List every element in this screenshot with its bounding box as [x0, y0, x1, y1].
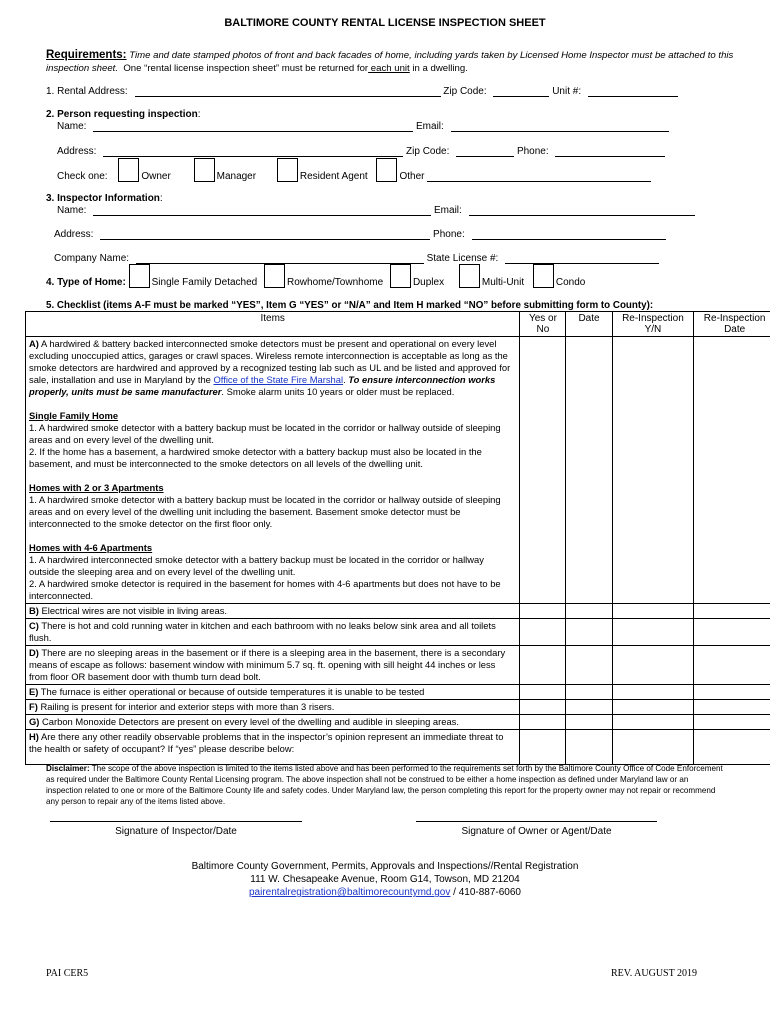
footer-email-link[interactable]: pairentalregistration@baltimorecountymd.gov — [249, 887, 451, 898]
apt46-1: 1. A hardwired interconnected smoke detector with a battery backup must be located in the corridor or hallway outside the sleeping area and on every level of the dwelling unit. — [29, 554, 484, 577]
owner-signature-line — [416, 821, 657, 822]
inspector-phone-label: Phone: — [433, 229, 465, 240]
single-family-1: 1. A hardwired smoke detector with a battery backup must be located in the corridor or hallway outside of sleeping areas and on every level of the dwelling unit. — [29, 422, 501, 445]
g-reinspection-date[interactable] — [694, 715, 770, 730]
company-field[interactable] — [136, 253, 424, 264]
b-yes-no[interactable] — [520, 604, 566, 619]
col-reinspection: Re-Inspection Y/N — [612, 312, 694, 337]
apt46-heading: Homes with 4-6 Apartments — [29, 542, 153, 553]
license-field[interactable] — [505, 253, 659, 264]
f-yes-no[interactable] — [520, 700, 566, 715]
checkbox-condo[interactable] — [533, 264, 554, 288]
rental-address-field[interactable] — [135, 86, 441, 97]
item-f-letter: F) — [29, 701, 38, 712]
apt46-2: 2. A hardwired smoke detector is required in the basement for homes with 4-6 apartments but does not have to be interconnected. — [29, 578, 501, 601]
checklist-header-row — [26, 312, 770, 337]
person-email-label: Email: — [416, 121, 444, 132]
person-heading-num: 2. — [46, 109, 55, 120]
person-name-field[interactable] — [93, 121, 413, 132]
item-a-text1: A hardwired & battery backed interconnected smoke detectors must be present and operational on every level excluding unoccupied attics, garages or crawl spaces. Wireless remote interconnection is acceptable as long as the smoke detectors are hardwired and approved by a recognized testing lab such as UL and be listed and approved for sale, installation and use in Maryland by the — [29, 338, 511, 385]
a-date[interactable] — [566, 337, 612, 604]
requirements-text: One “rental license inspection sheet” must be returned for — [123, 63, 369, 74]
checklist-table — [25, 311, 770, 765]
footer-contact — [0, 886, 770, 899]
h-yes-no[interactable] — [520, 730, 566, 765]
item-d-letter: D) — [29, 647, 39, 658]
other-field[interactable] — [427, 171, 651, 182]
h-date[interactable] — [566, 730, 612, 765]
item-b-letter: B) — [29, 605, 39, 616]
g-reinspection[interactable] — [612, 715, 694, 730]
item-e-letter: E) — [29, 686, 39, 697]
e-date[interactable] — [566, 685, 612, 700]
d-reinspection[interactable] — [612, 646, 694, 685]
table-row — [26, 604, 770, 619]
inspector-email-label: Email: — [434, 205, 462, 216]
disclaimer — [46, 763, 726, 807]
person-address-row — [57, 146, 665, 157]
h-reinspection-date[interactable] — [694, 730, 770, 765]
item-e — [26, 685, 520, 700]
owner-signature-label: Signature of Owner or Agent/Date — [461, 826, 612, 837]
table-row — [26, 646, 770, 685]
inspector-name-row — [57, 205, 695, 216]
b-date[interactable] — [566, 604, 612, 619]
person-name-row — [57, 121, 669, 132]
footer — [0, 860, 770, 899]
item-b — [26, 604, 520, 619]
item-g-letter: G) — [29, 716, 40, 727]
inspector-email-field[interactable] — [469, 205, 695, 216]
person-email-field[interactable] — [451, 121, 669, 132]
g-date[interactable] — [566, 715, 612, 730]
inspector-name-label: Name: — [57, 205, 87, 216]
rental-zip-label: Zip Code: — [443, 86, 487, 97]
c-reinspection-date[interactable] — [694, 619, 770, 646]
rental-unit-field[interactable] — [588, 86, 678, 97]
item-d — [26, 646, 520, 685]
checkbox-multi-unit[interactable] — [459, 264, 480, 288]
apt23-1: 1. A hardwired smoke detector with a battery backup must be located in the corridor or hallway outside of sleeping areas and on every level of the dwelling unit including the basement. Basement smoke detector must be interconnected to the smoke detector on the first floor only. — [29, 494, 501, 529]
a-reinspection-date[interactable] — [694, 337, 770, 604]
form-title: BALTIMORE COUNTY RENTAL LICENSE INSPECTION SHEET — [224, 17, 546, 29]
person-phone-label: Phone: — [516, 146, 549, 157]
d-yes-no[interactable] — [520, 646, 566, 685]
item-a — [26, 337, 520, 604]
person-zip-label: Zip Code: — [406, 146, 450, 157]
inspector-heading-num: 3. — [46, 193, 55, 204]
item-a-text2: . — [343, 374, 349, 385]
home-type-label: 4. Type of Home: — [46, 277, 126, 288]
checkbox-single-family[interactable] — [129, 264, 150, 288]
b-reinspection[interactable] — [612, 604, 694, 619]
f-reinspection-date[interactable] — [694, 700, 770, 715]
option-other: Other — [399, 171, 425, 182]
disclaimer-text: The scope of the above inspection is limited to the items listed above and has been performed to the requirements set forth by the Baltimore County Office of Code Enforcement as required under the Baltimore County Rental Licensing program. The above inspection shall not be construed to be either a home inspection as defined under Maryland law or an inspection related to one or more of the Baltimore County life and safety codes. Under Maryland law, the person completing this report for the property owner may not repair or recommend any person to repair any of the items listed above. — [46, 764, 723, 806]
company-label: Company Name: — [54, 253, 130, 264]
item-f-text: Railing is present for interior and exterior steps with more than 3 risers. — [37, 701, 335, 712]
a-yes-no[interactable] — [520, 337, 566, 604]
table-row — [26, 715, 770, 730]
person-name-label: Name: — [57, 121, 87, 132]
person-address-field[interactable] — [103, 146, 403, 157]
option-owner: Owner — [141, 171, 171, 182]
g-yes-no[interactable] — [520, 715, 566, 730]
option-condo: Condo — [555, 277, 586, 288]
e-reinspection-date[interactable] — [694, 685, 770, 700]
a-reinspection[interactable] — [612, 337, 694, 604]
h-reinspection[interactable] — [612, 730, 694, 765]
table-row — [26, 337, 770, 604]
rental-zip-field[interactable] — [493, 86, 549, 97]
table-row — [26, 700, 770, 715]
requirements — [46, 49, 736, 75]
option-manager: Manager — [216, 171, 257, 182]
table-row — [26, 619, 770, 646]
inspector-company-row — [54, 253, 659, 264]
col-yes-no: Yes or No — [520, 312, 566, 337]
requirements-label: Requirements: — [46, 49, 127, 61]
item-h-letter: H) — [29, 731, 39, 742]
inspector-signature[interactable] — [50, 821, 302, 837]
d-date[interactable] — [566, 646, 612, 685]
person-heading-colon: : — [197, 109, 201, 120]
f-date[interactable] — [566, 700, 612, 715]
disclaimer-label: Disclaimer: — [46, 764, 90, 773]
item-c — [26, 619, 520, 646]
inspector-address-field[interactable] — [100, 229, 430, 240]
item-h — [26, 730, 520, 765]
item-c-letter: C) — [29, 620, 39, 631]
revision-date: REV. AUGUST 2019 — [611, 968, 698, 979]
rental-address-label: 1. Rental Address: — [46, 86, 128, 97]
item-f — [26, 700, 520, 715]
inspector-phone-field[interactable] — [472, 229, 666, 240]
inspector-name-field[interactable] — [93, 205, 431, 216]
checkbox-duplex[interactable] — [390, 264, 411, 288]
checkbox-resident-agent[interactable] — [277, 158, 298, 182]
footer-line1: Baltimore County Government, Permits, Approvals and Inspections//Rental Registration — [191, 861, 579, 872]
single-family-heading: Single Family Home — [29, 410, 119, 421]
item-c-text: There is hot and cold running water in kitchen and each bathroom with no leaks below sink area and all toilets flush. — [29, 620, 496, 643]
person-zip-field[interactable] — [456, 146, 514, 157]
person-address-label: Address: — [57, 146, 97, 157]
f-reinspection[interactable] — [612, 700, 694, 715]
footer-phone: / 410-887-6060 — [450, 887, 521, 898]
item-a-letter: A) — [29, 338, 39, 349]
item-h-text: Are there any other readily observable problems that in the inspector’s opinion represent an immediate threat to the health or safety of occupant? If “yes” please describe below: — [29, 731, 504, 754]
col-items: Items — [26, 312, 520, 337]
inspector-heading-colon: : — [159, 193, 163, 204]
person-heading-text: Person requesting inspection — [57, 109, 198, 120]
license-label: State License #: — [426, 253, 499, 264]
option-rowhome: Rowhome/Townhome — [287, 277, 384, 288]
inspector-signature-line — [50, 821, 302, 822]
checkbox-manager[interactable] — [194, 158, 215, 182]
person-phone-field[interactable] — [555, 146, 665, 157]
footer-line2: 111 W. Chesapeake Avenue, Room G14, Towson, MD 21204 — [250, 874, 520, 885]
requirements-underline: each unit — [368, 63, 410, 74]
person-check-row — [57, 158, 651, 182]
home-type-row — [46, 264, 585, 288]
inspector-signature-label: Signature of Inspector/Date — [115, 826, 237, 837]
col-date: Date — [566, 312, 612, 337]
person-heading — [46, 109, 201, 120]
d-reinspection-date[interactable] — [694, 646, 770, 685]
item-b-text: Electrical wires are not visible in living areas. — [38, 605, 228, 616]
apt23-heading: Homes with 2 or 3 Apartments — [29, 482, 164, 493]
c-reinspection[interactable] — [612, 619, 694, 646]
b-reinspection-date[interactable] — [694, 604, 770, 619]
owner-signature[interactable] — [416, 821, 657, 837]
item-a-text3: . Smoke alarm units 10 years or older must be replaced. — [221, 386, 455, 397]
rental-address-row — [46, 86, 678, 97]
c-date[interactable] — [566, 619, 612, 646]
requirements-italic: Time and date stamped photos of front and back facades of home, including yards taken by Licensed Home Inspector must be attached to this inspection sheet. — [46, 50, 734, 74]
inspector-address-row — [54, 229, 666, 240]
checklist-heading: 5. Checklist (items A-F must be marked “YES”, Item G “YES” or “N/A” and Item H marked “NO” before submitting form to County): — [46, 300, 654, 311]
c-yes-no[interactable] — [520, 619, 566, 646]
inspector-heading — [46, 193, 163, 204]
rental-unit-label: Unit #: — [552, 86, 582, 97]
check-one-label: Check one: — [57, 171, 108, 182]
inspector-address-label: Address: — [54, 229, 94, 240]
form-id: PAI CER5 — [46, 968, 89, 979]
col-reinspection-date: Re-Inspection Date — [694, 312, 770, 337]
checkbox-rowhome[interactable] — [264, 264, 285, 288]
requirements-end: in a dwelling. — [409, 63, 468, 74]
option-duplex: Duplex — [412, 277, 445, 288]
option-single-family: Single Family Detached — [151, 277, 258, 288]
item-e-text: The furnace is either operational or because of outside temperatures it is unable to be tested — [38, 686, 425, 697]
fire-marshal-link[interactable]: Office of the State Fire Marshal — [213, 374, 344, 385]
option-multi-unit: Multi-Unit — [481, 277, 525, 288]
table-row — [26, 685, 770, 700]
item-g — [26, 715, 520, 730]
item-d-text: There are no sleeping areas in the basement or if there is a sleeping area in the basement, there is a secondary means of escape as follows: basement window with minimum 5.7 sq. ft. opening with sill height 44 inches or less from floor OR basement door with thumb turn dead bolt. — [29, 647, 506, 682]
single-family-2: 2. If the home has a basement, a hardwired smoke detector with a battery backup must also be located in the basement, and must be interconnected to the smoke detectors on all levels of the dwelling unit. — [29, 446, 482, 469]
e-yes-no[interactable] — [520, 685, 566, 700]
table-row — [26, 730, 770, 765]
item-g-text: Carbon Monoxide Detectors are present on every level of the dwelling and audible in sleeping areas. — [39, 716, 459, 727]
inspector-heading-text: Inspector Information — [57, 193, 160, 204]
e-reinspection[interactable] — [612, 685, 694, 700]
checkbox-owner[interactable] — [118, 158, 139, 182]
item-a-bold: To ensure interconnection works properly, units must be same manufacturer — [29, 374, 496, 397]
checkbox-other[interactable] — [376, 158, 397, 182]
option-resident-agent: Resident Agent — [299, 171, 368, 182]
